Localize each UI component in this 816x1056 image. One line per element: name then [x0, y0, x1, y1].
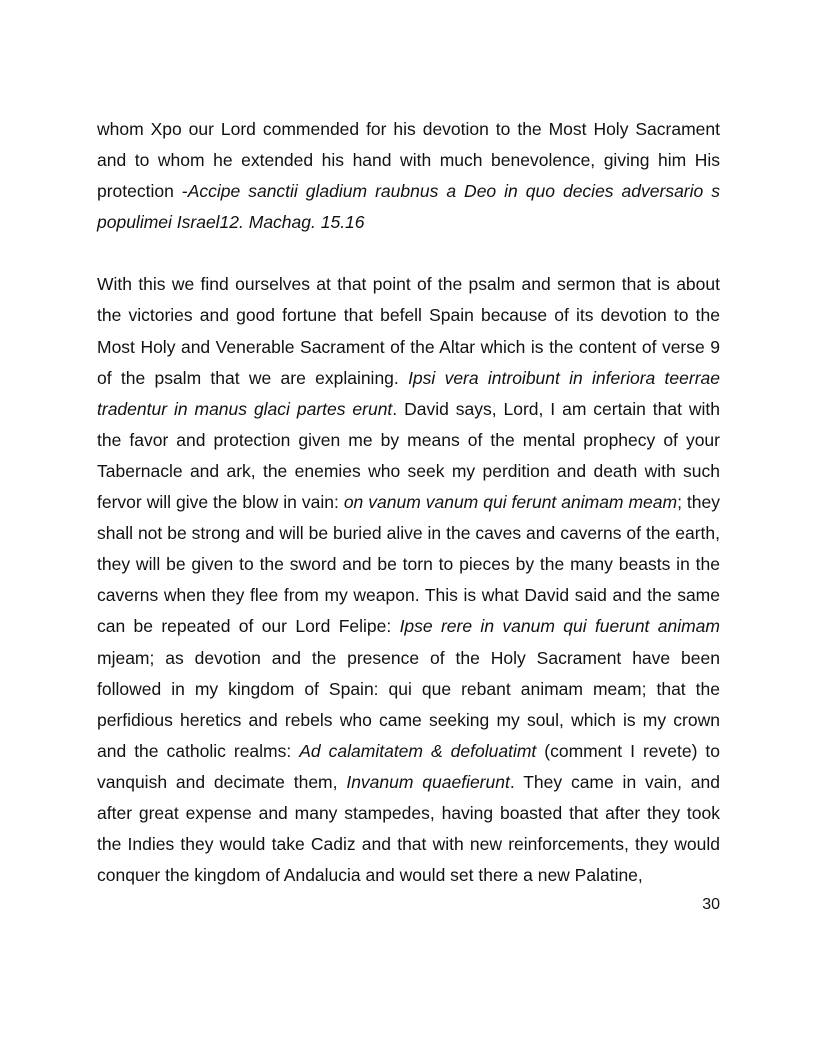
paragraph-2	[97, 269, 720, 891]
latin-quote: Ad calamitatem & defoluatimt	[299, 740, 537, 761]
document-page	[97, 114, 720, 891]
text-segment: mjeam; as devotion and the presence of the Holy Sacrament have been followed in my kingdom of Spain: qui que rebant animam meam; that the perfidious heretics and rebels who came seeking my soul, which is my crown and the catholic realms:	[97, 647, 720, 761]
text-segment: . David says, Lord, I am certain that with the favor and protection given me by means of the mental prophecy of your Tabernacle and ark, the enemies who seek my perdition and death with such fervor will give the blow in vain:	[97, 398, 720, 513]
text-segment: . They came in vain, and after great expense and many stampedes, having boasted that after they took the Indies they would take Cadiz and that with new reinforcements, they would conquer the kingdom of Andalucia and would set there a new Palatine,	[97, 771, 720, 886]
latin-quote: Ipsi vera introibunt in inferiora teerrae tradentur in manus glaci partes erunt	[97, 367, 720, 419]
page-number: 30	[702, 896, 720, 913]
latin-quote: Ipse rere in vanum qui fuerunt animam	[399, 616, 720, 637]
paragraph-1	[97, 114, 720, 238]
text-segment: (comment I revete) to vanquish and decimate them,	[97, 740, 721, 792]
text-segment: ; they shall not be strong and will be buried alive in the caves and caverns of the earth, they will be given to the sword and be torn to pieces by the many beasts in the caverns when they flee from my weapon. This is what David said and the same can be repeated of our Lord Felipe:	[97, 492, 720, 637]
latin-quote: Invanum quaefierunt	[346, 771, 510, 792]
text-segment: whom Xpo our Lord commended for his devotion to the Most Holy Sacrament and to whom he extended his hand with much benevolence, giving him His protection -	[97, 119, 720, 202]
latin-quote: Accipe sanctii gladium raubnus a Deo in quo decies adversario s populimei Israel12. Machag. 15.16	[97, 181, 720, 233]
text-segment: With this we find ourselves at that point of the psalm and sermon that is about the victories and good fortune that befell Spain because of its devotion to the Most Holy and Venerable Sacrament of the Altar which is the content of verse 9 of the psalm that we are explaining.	[97, 274, 720, 388]
latin-quote: on vanum vanum qui ferunt animam meam	[343, 492, 678, 513]
